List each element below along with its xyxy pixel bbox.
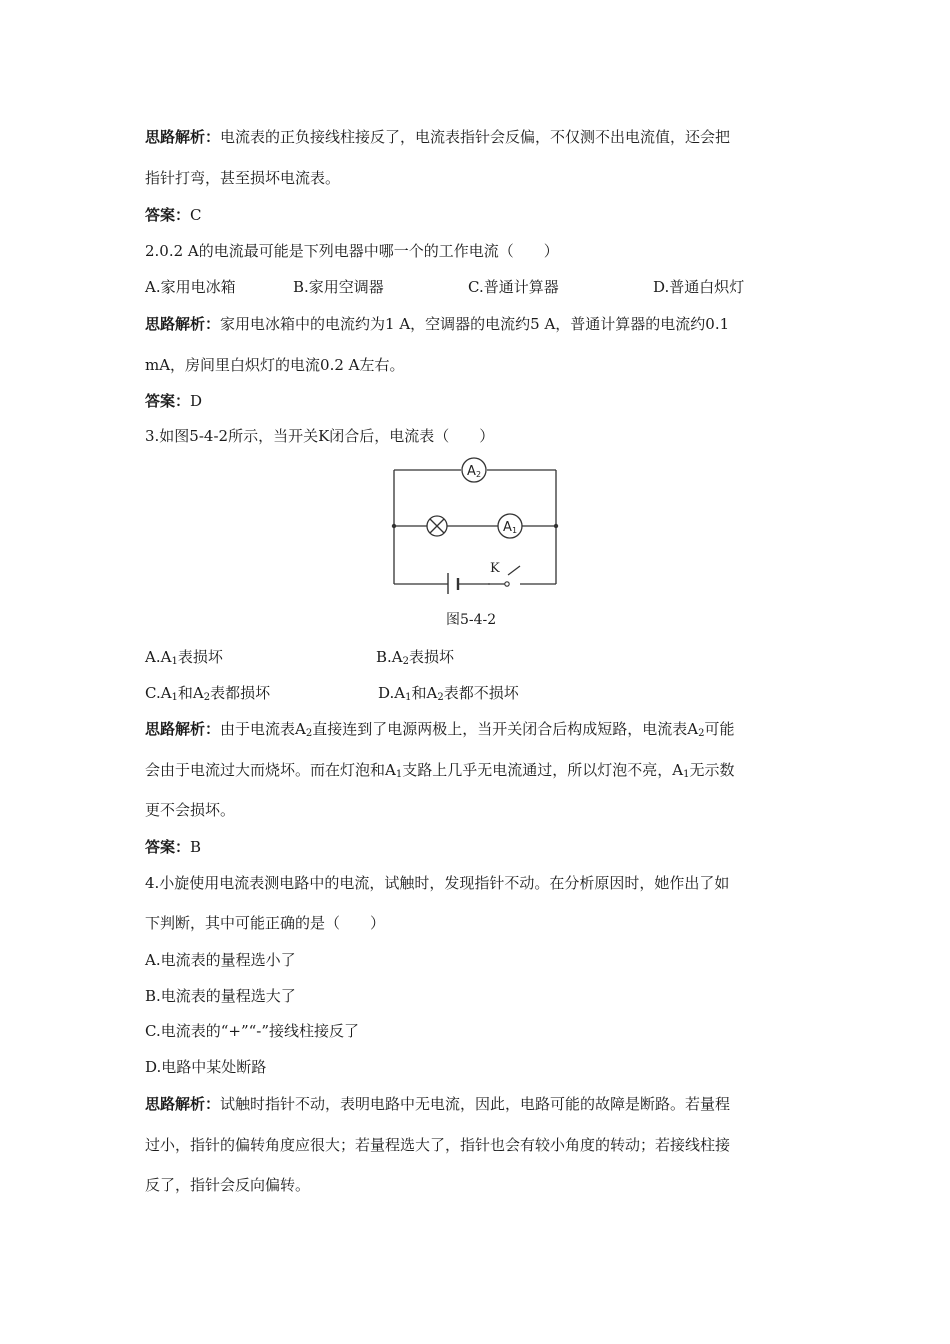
q1-analysis-line1: 思路解析：电流表的正负接线柱接反了，电流表指针会反偏，不仅测不出电流值，还会把 (145, 128, 731, 146)
q2-option-a: A.家用电冰箱 (145, 278, 236, 296)
battery-icon (448, 573, 458, 594)
q3-analysis-line3: 更不会损坏。 (145, 801, 236, 819)
analysis-label: 思路解析： (145, 128, 221, 146)
q3-option-c: $C.A_1$和$A_2$表都损坏 (145, 684, 271, 703)
q2-answer: 答案：D (145, 392, 203, 410)
q1-answer: 答案：C (145, 206, 202, 224)
lamp-icon (427, 516, 447, 536)
q4-option-a: A.电流表的量程选小了 (145, 951, 296, 969)
q1-analysis-line2: 指针打弯，甚至损坏电流表。 (145, 169, 341, 187)
q3-option-b: $B.A_2$表损坏 (376, 648, 455, 667)
svg-text:A: A (503, 520, 512, 535)
q3-answer: 答案：B (145, 838, 202, 856)
svg-text:2: 2 (476, 470, 482, 479)
figure-caption: 图5-4-2 (446, 612, 497, 628)
switch-icon (488, 561, 509, 586)
junction-right (554, 524, 558, 528)
q2-option-c: C.普通计算器 (468, 278, 559, 296)
q4-option-c: C.电流表的“+”“-”接线柱接反了 (145, 1022, 360, 1040)
ammeter-a2-icon (462, 458, 486, 482)
q2-stem: 2.0.2 A的电流最可能是下列电器中哪一个的工作电流（ ） (145, 242, 559, 260)
q2-analysis-line1: 思路解析：家用电冰箱中的电流约为1 A，空调器的电流约5 A，普通计算器的电流约0.1 (145, 315, 730, 333)
switch-blade (508, 566, 520, 575)
q2-option-d: D.普通白炽灯 (653, 278, 745, 296)
q4-analysis-line2: 过小，指针的偏转角度应很大；若量程选大了，指针也会有较小角度的转动；若接线柱接 (145, 1136, 731, 1154)
ammeter-a1-icon (498, 514, 522, 538)
q4-analysis-line3: 反了，指针会反向偏转。 (145, 1176, 311, 1194)
circuit-diagram (380, 452, 570, 594)
q4-stem-line1: 4.小旋使用电流表测电路中的电流，试触时，发现指针不动。在分析原因时，她作出了如 (145, 874, 730, 892)
q4-option-b: B.电流表的量程选大了 (145, 987, 296, 1005)
q2-option-b: B.家用空调器 (293, 278, 384, 296)
junction-left (392, 524, 396, 528)
q4-analysis-line1: 思路解析：试触时指针不动，表明电路中无电流，因此，电路可能的故障是断路。若量程 (145, 1095, 731, 1113)
q3-stem: 3.如图5-4-2所示，当开关K闭合后，电流表（ ） (145, 427, 495, 445)
q4-stem-line2: 下判断，其中可能正确的是（ ） (145, 914, 386, 932)
q4-option-d: D.电路中某处断路 (145, 1058, 267, 1076)
q3-option-a: $A.A_1$表损坏 (145, 648, 223, 667)
q2-analysis-line2: mA，房间里白炽灯的电流0.2 A左右。 (145, 356, 405, 374)
q3-option-d: $D.A_1$和$A_2$表都不损坏 (378, 684, 519, 703)
q3-analysis-line1: 思路解析：由于电流表$A_2$直接连到了电源两极上，当开关闭合后构成短路，电流表$A_2$可能 (145, 720, 735, 739)
svg-text:A: A (467, 464, 476, 479)
switch-label: K (490, 561, 500, 576)
q3-analysis-line2: 会由于电流过大而烧坏。而在灯泡和$A_1$支路上几乎无电流通过，所以灯泡不亮，$A_1$无示数 (145, 761, 735, 780)
svg-text:1: 1 (512, 526, 518, 535)
